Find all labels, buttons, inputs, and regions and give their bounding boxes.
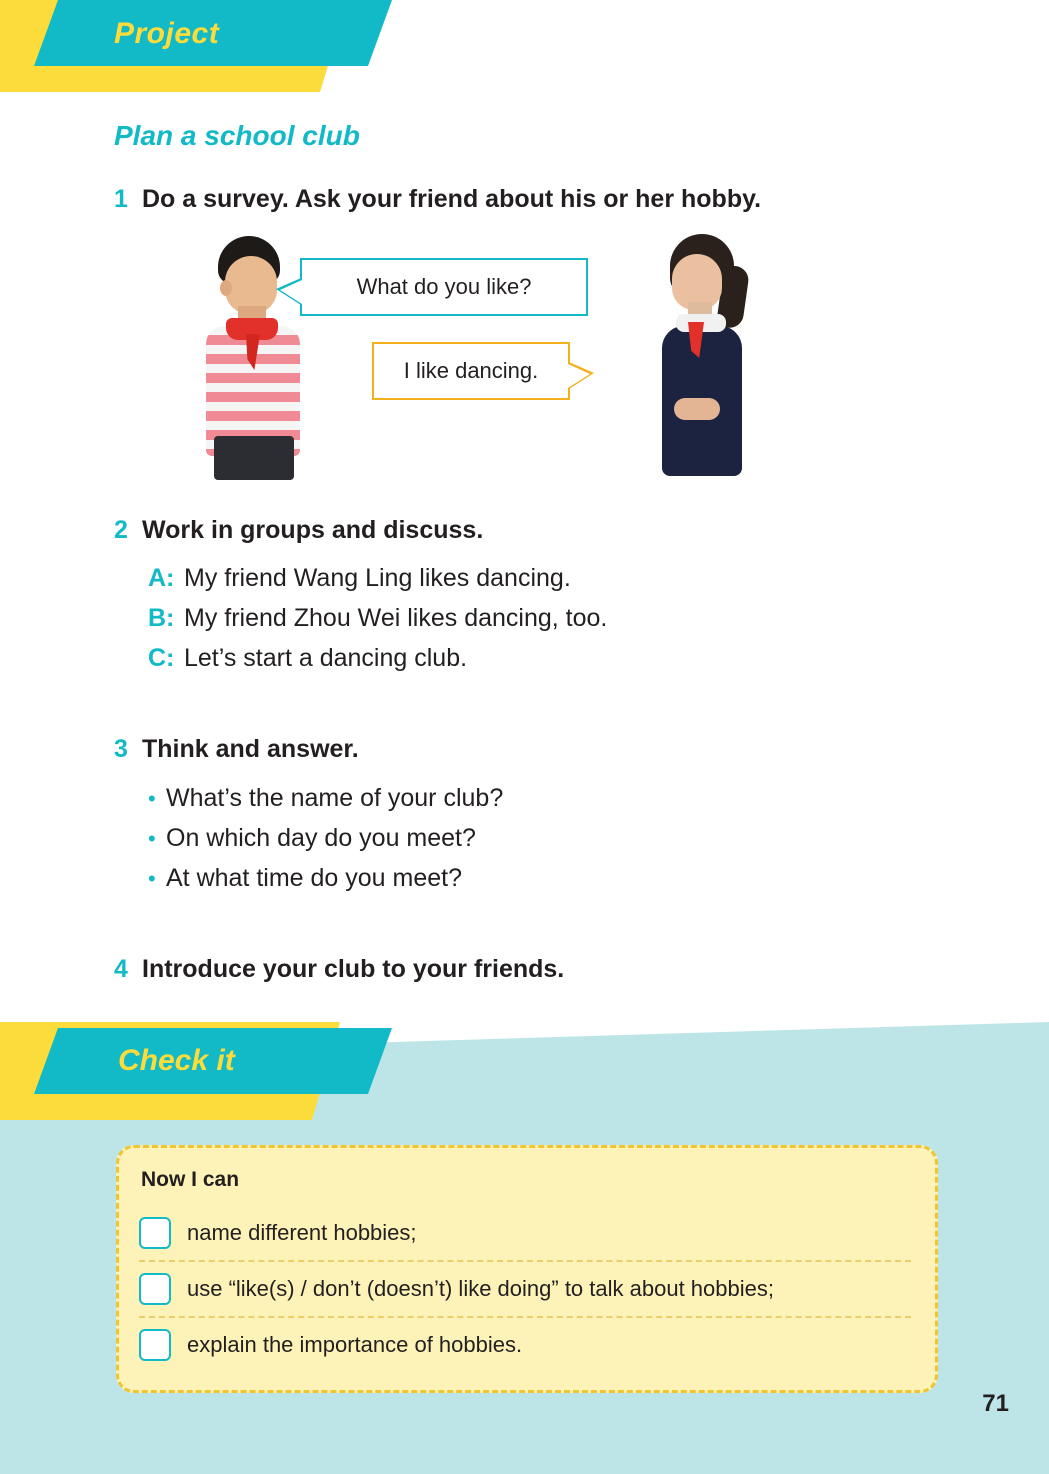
question-list <box>148 784 503 904</box>
dialogue-list <box>148 564 607 684</box>
checklist-text: name different hobbies; <box>187 1220 417 1245</box>
question-text: At what time do you meet? <box>166 864 462 892</box>
speaker-b-text: My friend Zhou Wei likes dancing, too. <box>184 604 608 632</box>
girl-photo <box>648 230 758 480</box>
project-banner <box>0 0 400 92</box>
checklist-row[interactable] <box>139 1318 911 1372</box>
task-3-number: 3 <box>114 735 128 763</box>
speech-bubble-question: What do you like? <box>300 258 588 316</box>
task-4-number: 4 <box>114 955 128 983</box>
task-2-text: Work in groups and discuss. <box>142 516 484 544</box>
checklist-text: explain the importance of hobbies. <box>187 1332 523 1357</box>
page-number: 71 <box>982 1390 1009 1417</box>
girl-hands <box>674 398 720 420</box>
bullet-icon: • <box>148 786 156 811</box>
project-banner-label: Project <box>114 17 220 50</box>
list-item <box>148 784 503 813</box>
task-1 <box>114 185 761 214</box>
task-1-number: 1 <box>114 185 128 213</box>
task-4 <box>114 955 564 984</box>
task-2-number: 2 <box>114 516 128 544</box>
now-i-can-title: Now I can <box>141 1168 240 1191</box>
speaker-b-label: B: <box>148 604 175 632</box>
check-it-banner <box>0 1022 400 1120</box>
page-title: Plan a school club <box>114 120 360 151</box>
boy-shorts <box>214 436 294 480</box>
survey-illustration <box>180 230 780 480</box>
checklist-row[interactable] <box>139 1206 911 1262</box>
question-text: On which day do you meet? <box>166 824 476 852</box>
task-3 <box>114 735 359 764</box>
speaker-a-label: A: <box>148 564 175 592</box>
speech-bubble-answer: I like dancing. <box>372 342 570 400</box>
task-3-text: Think and answer. <box>142 735 359 763</box>
checklist-row[interactable] <box>139 1262 911 1318</box>
checkbox-like-doing[interactable] <box>139 1273 171 1305</box>
question-text: What’s the name of your club? <box>166 784 504 812</box>
check-it-banner-label: Check it <box>118 1044 235 1077</box>
now-i-can-box <box>116 1145 938 1393</box>
checkbox-hobbies-name[interactable] <box>139 1217 171 1249</box>
checklist-text: use “like(s) / don’t (doesn’t) like doing” to talk about hobbies; <box>187 1276 774 1301</box>
task-4-text: Introduce your club to your friends. <box>142 955 565 983</box>
checkbox-importance[interactable] <box>139 1329 171 1361</box>
dialogue-line <box>148 604 607 633</box>
dialogue-line <box>148 644 607 673</box>
speaker-a-text: My friend Wang Ling likes dancing. <box>184 564 571 592</box>
task-1-text: Do a survey. Ask your friend about his or her hobby. <box>142 185 762 213</box>
boy-photo <box>198 230 308 480</box>
bullet-icon: • <box>148 826 156 851</box>
bullet-icon: • <box>148 866 156 891</box>
list-item <box>148 824 503 853</box>
task-2 <box>114 516 483 545</box>
list-item <box>148 864 503 893</box>
speaker-c-text: Let’s start a dancing club. <box>184 644 468 672</box>
boy-ear <box>220 280 232 296</box>
dialogue-line <box>148 564 607 593</box>
speaker-c-label: C: <box>148 644 175 672</box>
